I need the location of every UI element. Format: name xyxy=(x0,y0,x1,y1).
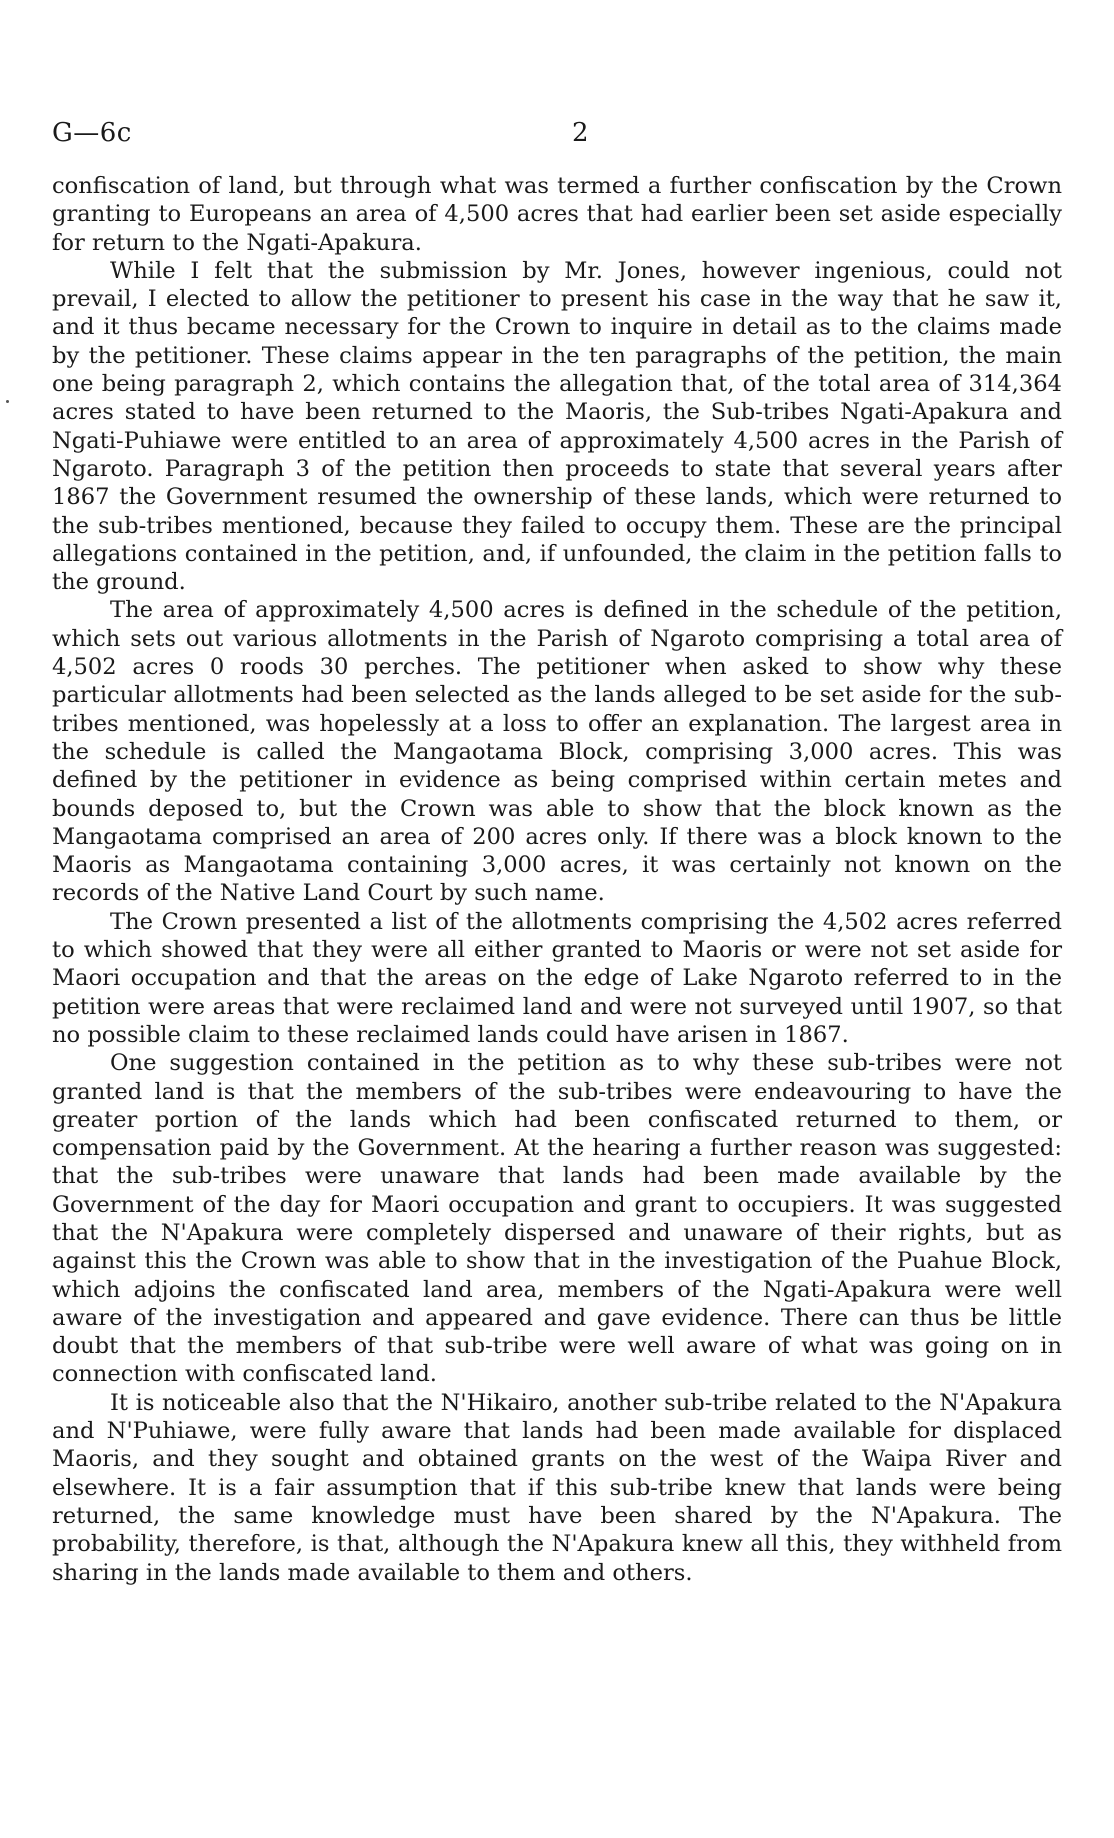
paragraph-suggestion: One suggestion contained in the petition as to why these sub-tribes were not granted land is that the members of the sub-tribes were endeavouring to have the greater portion of the lands which had been confiscated returned to them, or compensation paid by the Government. At the hearing a further reason was suggested: that the sub-tribes were unaware that lands had been made available by the Government of the day for Maori occupation and grant to occupiers. It was suggested that the N'Apakura were completely dispersed and unaware of their rights, but as against this the Crown was able to show that in the investigation of the Puahue Block, which adjoins the confiscated land area, members of the Ngati-Apakura were well aware of the investigation and appeared and gave evidence. There can thus be little doubt that the members of that sub-tribe were well aware of what was going on in connection with confiscated land. xyxy=(52,1050,1062,1388)
document-reference: G—6c xyxy=(52,118,132,148)
body-text xyxy=(52,172,1062,1587)
paragraph-continuation: confiscation of land, but through what was termed a further confiscation by the Crown granting to Europeans an area of 4,500 acres that had earlier been set aside especially for return to the Ngati-Apakura. xyxy=(52,173,1062,256)
page-header xyxy=(52,118,1062,154)
paragraph-submission: While I felt that the submission by Mr. Jones, however ingenious, could not prevail, I elected to allow the petitioner to present his case in the way that he saw it, and it thus became necessary for the Crown to inquire in detail as to the claims made by the petitioner. These claims appear in the ten paragraphs of the petition, the main one being paragraph 2, which contains the allegation that, of the total area of 314,364 acres stated to have been returned to the Maoris, the Sub-tribes Ngati-Apakura and Ngati-Puhiawe were entitled to an area of approximately 4,500 acres in the Parish of Ngaroto. Paragraph 3 of the petition then proceeds to state that several years after 1867 the Government resumed the ownership of these lands, which were returned to the sub-tribes mentioned, because they failed to occupy them. These are the principal allegations contained in the petition, and, if unfounded, the claim in the petition falls to the ground. xyxy=(52,257,1062,596)
page-number: 2 xyxy=(572,118,589,148)
margin-mark xyxy=(6,400,9,403)
paragraph-hikairo: It is noticeable also that the N'Hikairo, another sub-tribe related to the N'Apakura and N'Puhiawe, were fully aware that lands had been made available for displaced Maoris, and they sought and obtained grants on the west of the Waipa River and elsewhere. It is a fair assumption that if this sub-tribe knew that lands were being returned, the same knowledge must have been shared by the N'Apakura. The probability, therefore, is that, although the N'Apakura knew all this, they withheld from sharing in the lands made available to them and others. xyxy=(52,1389,1062,1586)
paragraph-schedule: The area of approximately 4,500 acres is defined in the schedule of the petition, which sets out various allotments in the Parish of Ngaroto comprising a total area of 4,502 acres 0 roods 30 perches. The petitioner when asked to show why these particular allotments had been selected as the lands alleged to be set aside for the sub-tribes mentioned, was hopelessly at a loss to offer an explanation. The largest area in the schedule is called the Mangaotama Block, comprising 3,000 acres. This was defined by the petitioner in evidence as being comprised within certain metes and bounds deposed to, but the Crown was able to show that the block known as the Mangaotama comprised an area of 200 acres only. If there was a block known to the Maoris as Mangaotama containing 3,000 acres, it was certainly not known on the records of the Native Land Court by such name. xyxy=(52,597,1062,907)
paragraph-crown-list: The Crown presented a list of the allotments comprising the 4,502 acres referred to which showed that they were all either granted to Maoris or were not set aside for Maori occupation and that the areas on the edge of Lake Ngaroto referred to in the petition were areas that were reclaimed land and were not surveyed until 1907, so that no possible claim to these reclaimed lands could have arisen in 1867. xyxy=(52,908,1062,1048)
